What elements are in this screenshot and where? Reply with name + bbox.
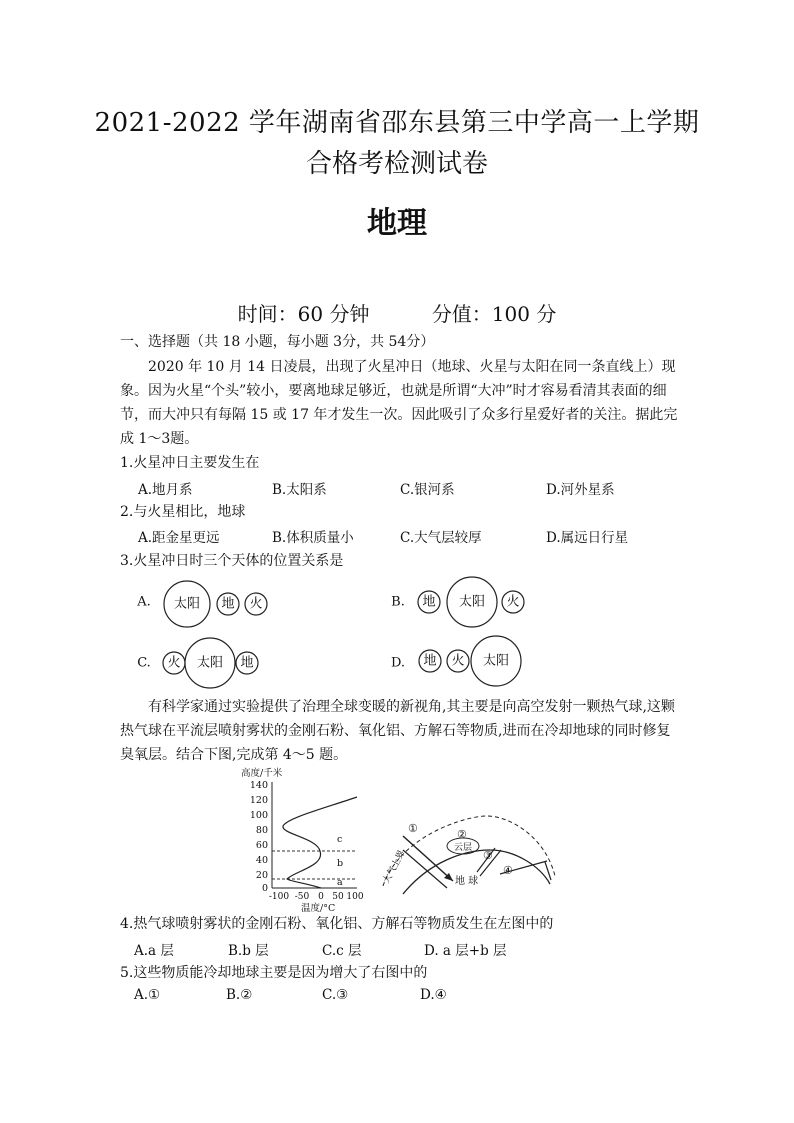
- x-tick: -100: [268, 892, 290, 902]
- layer-label-a: a: [337, 877, 343, 888]
- q4-option-b: B.b 层: [228, 943, 269, 959]
- q4-option-d: D. a 层+b 层: [424, 943, 507, 959]
- marker-3: ③: [483, 849, 493, 862]
- q3d-body-2: 火: [451, 653, 465, 669]
- x-tick: 50: [332, 892, 344, 902]
- earth-label: 地 球: [455, 876, 479, 887]
- layer-label-c: c: [337, 834, 343, 845]
- arrow-1: [403, 836, 453, 881]
- passage-1: 2020 年 10 月 14 日凌晨，出现了火星冲日（地球、火星与太阳在同一条直线上）现象。因为火星“个头”较小，要离地球足够近，也就是所谓“大冲”时才容易看清其表面的细节，而大冲只有每隔 15 或 17 年才发生一次。因此吸引了众多行星爱好者的关注。据此完成 1～3题。: [120, 359, 678, 447]
- time-limit: 时间：60 分钟: [237, 302, 370, 326]
- exam-title-line1: 2021-2022 学年湖南省邵东县第三中学高一上学期: [94, 108, 700, 138]
- q5-option-a: A.①: [134, 987, 161, 1003]
- marker-2: ②: [457, 828, 467, 841]
- question-1-stem: 1.火星冲日主要发生在: [120, 455, 260, 471]
- x-tick: 0: [318, 892, 324, 902]
- q5-option-d: D.④: [420, 987, 447, 1003]
- y-axis-label: 高度/千米: [241, 768, 283, 779]
- q4-option-c: C.c 层: [322, 943, 362, 959]
- y-tick: 100: [249, 810, 268, 821]
- x-tick: 100: [346, 892, 364, 902]
- q2-option-b: B.体积质量小: [272, 530, 354, 546]
- q3b-body-1: 地: [422, 594, 436, 610]
- q3c-body-3: 地: [240, 655, 254, 671]
- atmosphere-top-label: 大气上界: [381, 848, 408, 886]
- q3-option-c-letter: C.: [137, 655, 151, 671]
- subject-title: 地理: [367, 206, 427, 241]
- x-tick: -50: [294, 892, 310, 902]
- q3-option-d-letter: D.: [390, 655, 406, 671]
- q3-option-a-letter: A.: [137, 594, 151, 610]
- q5-option-b: B.②: [226, 987, 253, 1003]
- q3a-body-3: 火: [249, 596, 263, 612]
- question-2-stem: 2.与火星相比，地球: [120, 504, 246, 520]
- y-tick: 20: [255, 870, 268, 881]
- q2-option-c: C.大气层较厚: [400, 530, 482, 546]
- section-heading: 一、选择题（共 18 小题，每小题 3分，共 54分）: [120, 334, 435, 350]
- q3a-body-1: 太阳: [173, 596, 201, 612]
- y-tick: 80: [255, 825, 268, 836]
- cloud-label: 云层: [454, 843, 473, 853]
- q3b-body-3: 火: [506, 594, 520, 610]
- q2-option-d: D.属远日行星: [546, 530, 629, 546]
- y-tick: 0: [261, 883, 268, 894]
- q3b-body-2: 太阳: [458, 594, 486, 610]
- q3d-body-3: 太阳: [482, 653, 510, 669]
- temperature-curve: [283, 797, 357, 888]
- q5-option-c: C.③: [322, 987, 349, 1003]
- q4-option-a: A.a 层: [134, 943, 174, 959]
- q1-option-a: A.地月系: [138, 482, 193, 498]
- q3d-body-1: 地: [423, 653, 437, 669]
- q3-options-diagram: [120, 575, 680, 695]
- y-tick: 60: [255, 840, 268, 851]
- question-5-stem: 5.这些物质能冷却地球主要是因为增大了右图中的: [120, 965, 428, 981]
- q3c-body-2: 太阳: [196, 655, 224, 671]
- layer-label-b: b: [337, 858, 344, 869]
- y-tick: 140: [249, 780, 268, 791]
- q3a-body-2: 地: [221, 596, 235, 612]
- total-score: 分值：100 分: [431, 302, 557, 326]
- question-4-stem: 4.热气球喷射雾状的金刚石粉、氧化铝、方解石等物质发生在左图中的: [120, 916, 554, 932]
- exam-title-line2: 合格考检测试卷: [305, 149, 488, 179]
- q3c-body-1: 火: [167, 655, 181, 671]
- y-tick: 40: [255, 855, 268, 866]
- q1-option-c: C.银河系: [400, 482, 455, 498]
- q3-option-b-letter: B.: [391, 594, 405, 610]
- q1-option-d: D.河外星系: [546, 482, 615, 498]
- q2-option-a: A.距金星更远: [138, 530, 220, 546]
- exam-info: [0, 298, 794, 327]
- marker-1: ①: [408, 822, 418, 835]
- marker-4: ④: [503, 864, 513, 877]
- y-tick: 120: [249, 795, 268, 806]
- atmosphere-figure: [225, 766, 575, 914]
- x-axis-label: 温度/°C: [301, 903, 336, 914]
- passage-2: 有科学家通过实验提供了治理全球变暖的新视角,其主要是向高空发射一颗热气球,这颗热气球在平流层喷射雾状的金刚石粉、氧化铝、方解石等物质,进而在冷却地球的同时修复臭氧层。结合下图,完成第 4～5 题。: [120, 699, 675, 763]
- question-3-stem: 3.火星冲日时三个天体的位置关系是: [120, 553, 344, 569]
- q1-option-b: B.太阳系: [272, 482, 327, 498]
